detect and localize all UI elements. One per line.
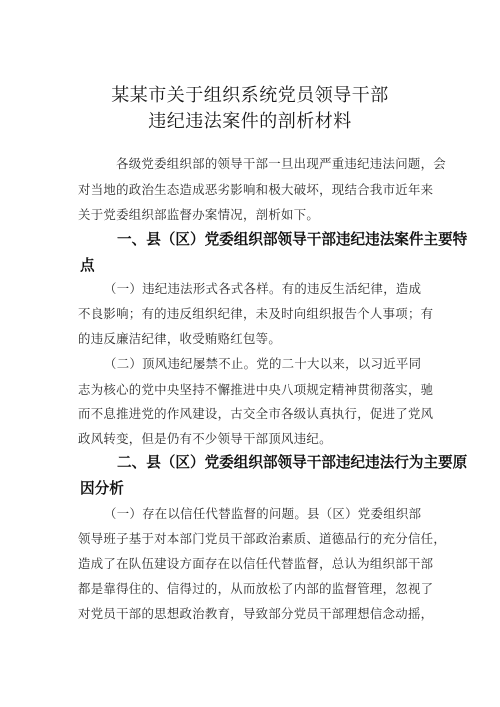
s1-p1-line-3: 的违反廉洁纪律，收受贿赂红包等。 <box>78 331 282 346</box>
section-2-heading-line-2: 因分析 <box>80 480 124 497</box>
section-2-heading-line-1: 二、县（区）党委组织部领导干部违纪违法行为主要原 <box>117 454 468 471</box>
intro-line-1: 各级党委组织部的领导干部一旦出现严重违纪违法问题，会 <box>116 156 446 171</box>
s2-p1-line-3: 造成了在队伍建设方面存在以信任代替监督，总认为组织部干部 <box>78 556 434 571</box>
s2-p1-line-4: 都是靠得住的、信得过的，从而放松了内部的监督管理，忽视了 <box>78 581 434 596</box>
s2-p1-line-1: （一）存在以信任代替监督的问题。县（区）党委组织部 <box>104 506 422 521</box>
intro-line-2: 对当地的政治生态造成恶劣影响和极大破坏，现结合我市近年来 <box>78 182 434 197</box>
s1-p2-line-2: 志为核心的党中央坚持不懈推进中央八项规定精神贯彻落实，驰 <box>78 382 434 397</box>
section-1-heading-line-2: 点 <box>80 257 95 274</box>
document-title-line-2: 违纪违法案件的剖析材料 <box>148 111 352 132</box>
intro-line-3: 关于党委组织部监督办案情况，剖析如下。 <box>78 207 320 222</box>
document-title-line-1: 某某市关于组织系统党员领导干部 <box>111 85 389 106</box>
s1-p2-line-4: 政风转变，但是仍有不少领导干部顶风违纪。 <box>78 431 332 446</box>
s1-p2-line-3: 而不息推进党的作风建设，古交全市各级认真执行，促进了党风 <box>78 406 434 421</box>
s1-p2-line-1: （二）顶风违纪屡禁不止。党的二十大以来，以习近平同 <box>104 356 422 371</box>
s2-p1-line-5: 对党员干部的思想政治教育，导致部分党员干部理想信念动摇， <box>78 606 434 621</box>
s1-p1-line-2: 不良影响；有的违反组织纪律，未及时向组织报告个人事项；有 <box>78 306 434 321</box>
s1-p1-line-1: （一）违纪违法形式各式各样。有的违反生活纪律，造成 <box>104 281 422 296</box>
section-1-heading-line-1: 一、县（区）党委组织部领导干部违纪违法案件主要特 <box>117 231 468 248</box>
s2-p1-line-2: 领导班子基于对本部门党员干部政治素质、道德品行的充分信任， <box>78 531 447 546</box>
